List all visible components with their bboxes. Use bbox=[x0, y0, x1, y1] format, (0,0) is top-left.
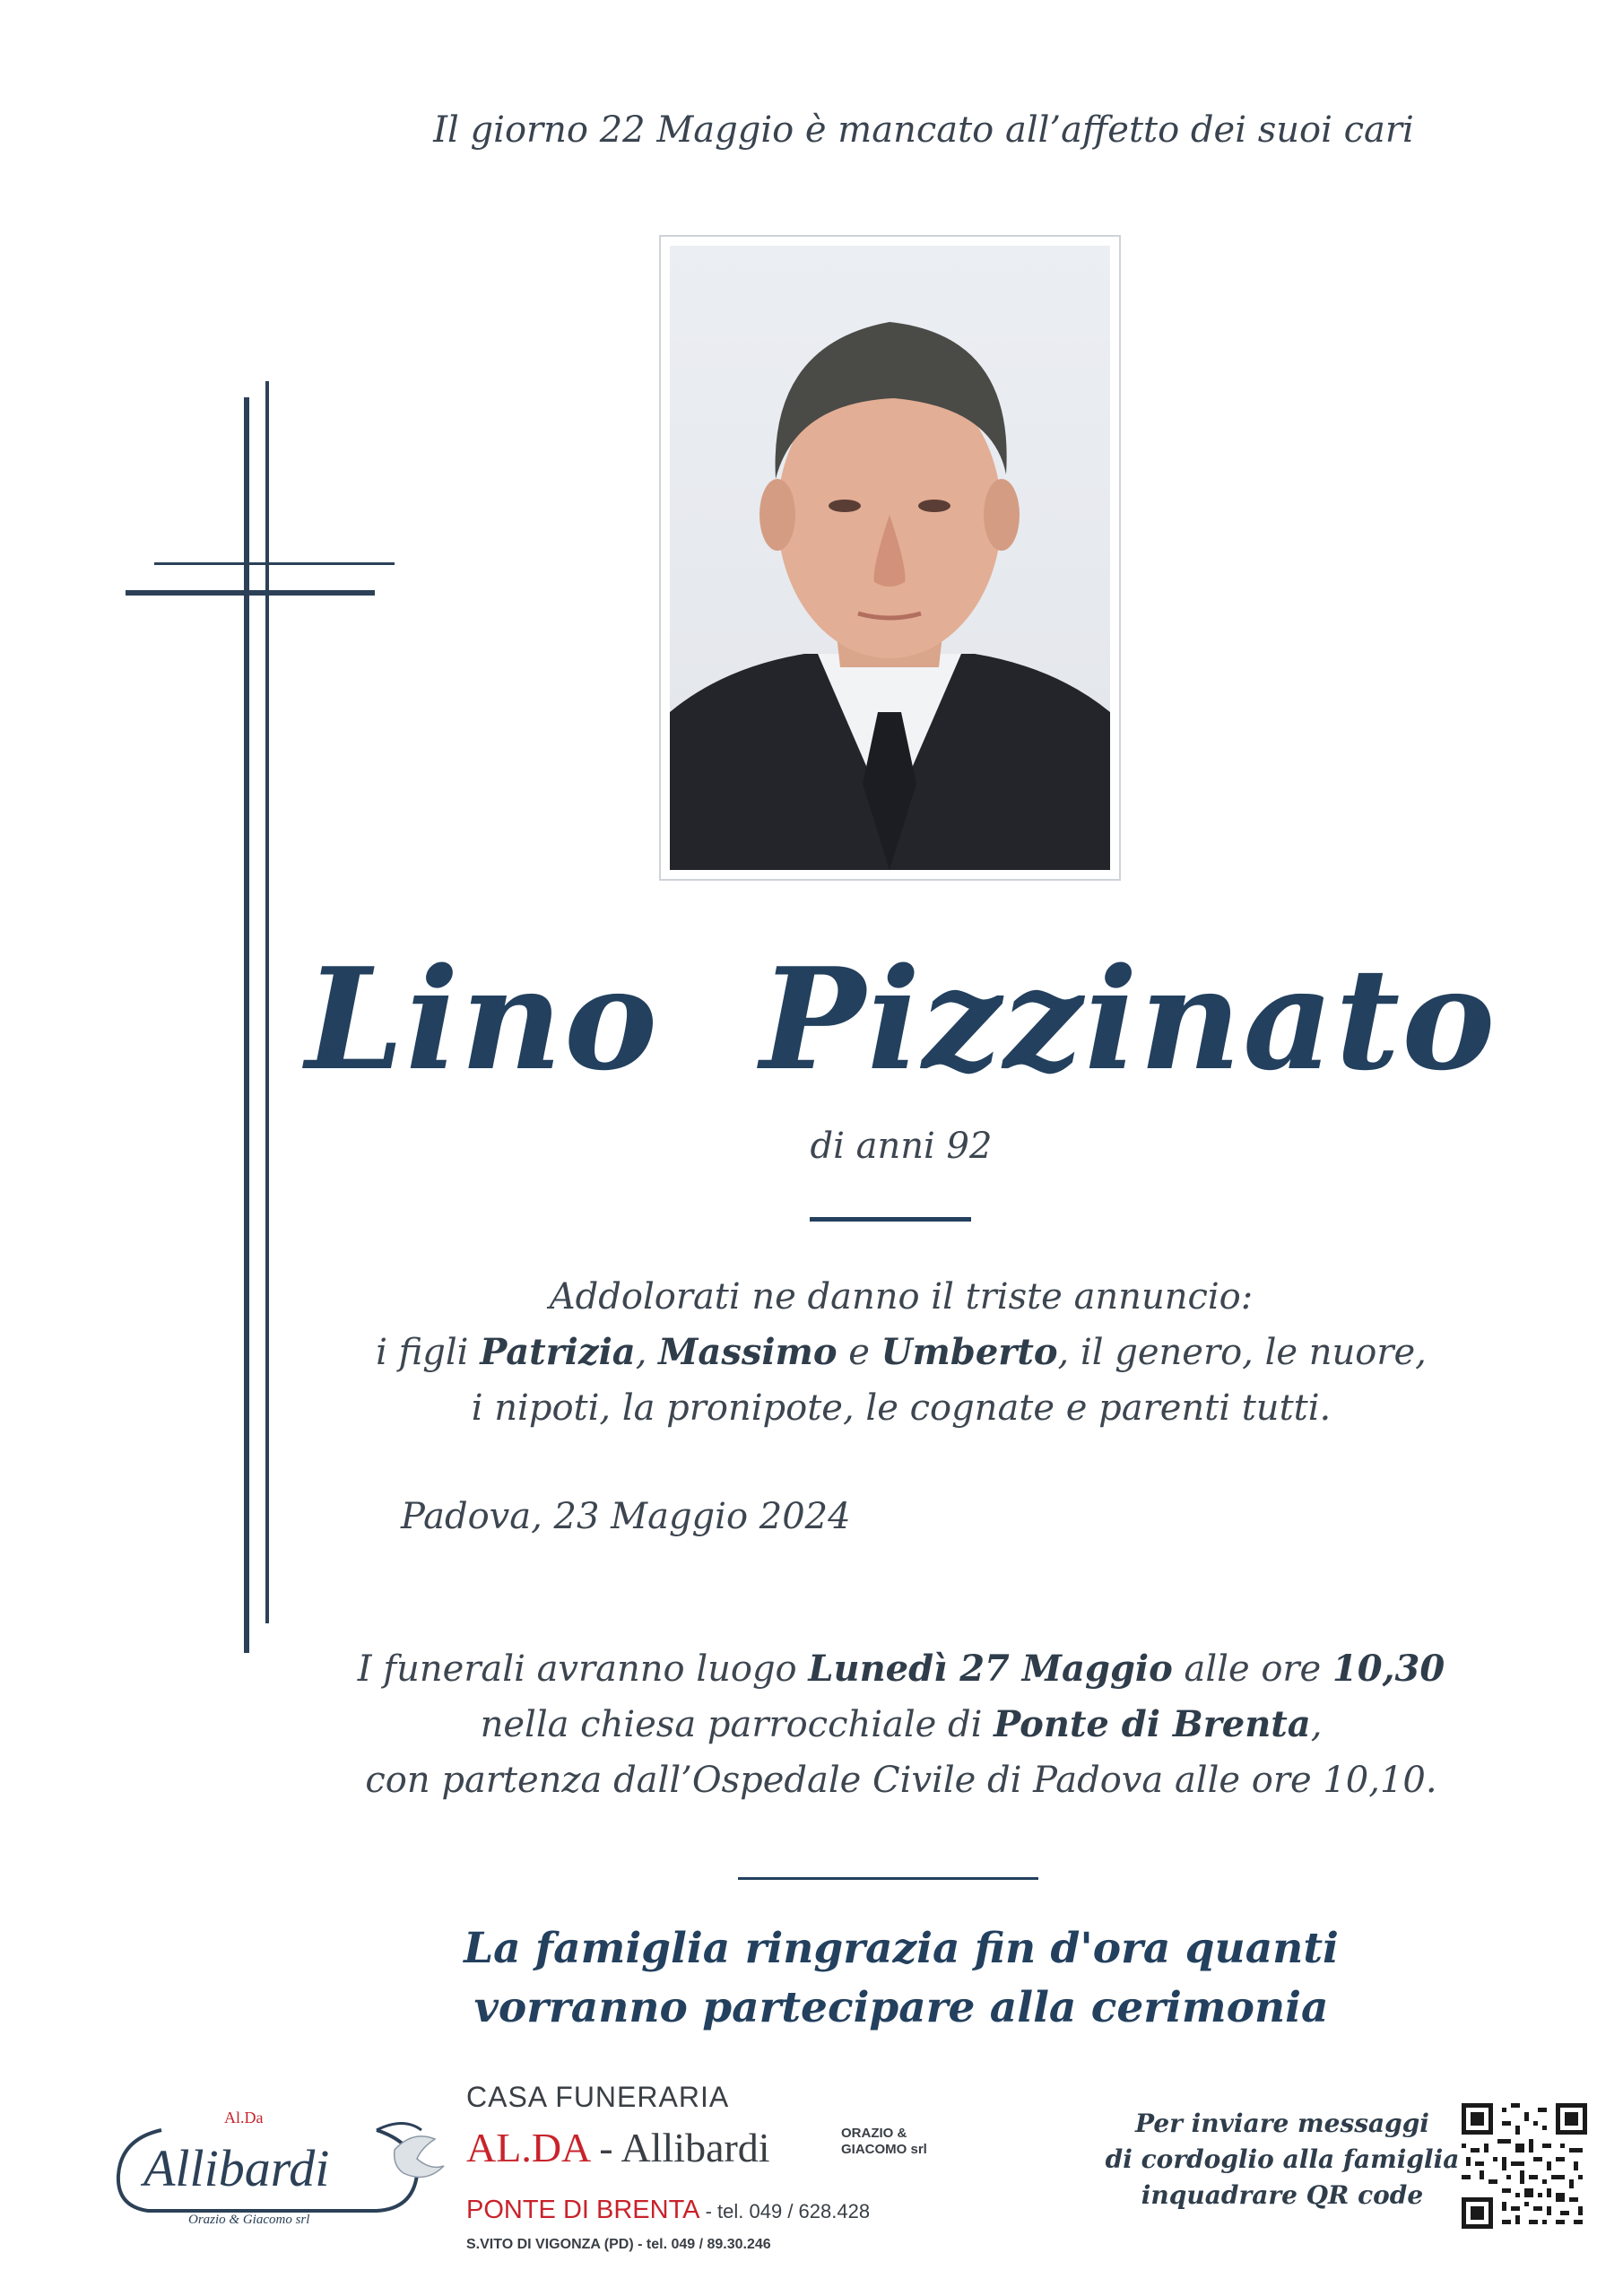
deceased-name: Lino Pizzinato bbox=[305, 937, 1497, 1101]
brand-dash: - bbox=[588, 2125, 621, 2170]
child-name: Patrizia bbox=[480, 1331, 636, 1373]
subtitle-line: GIACOMO srl bbox=[841, 2142, 927, 2157]
qr-line: inquadrare QR code bbox=[1141, 2180, 1424, 2210]
text-span: i figli bbox=[376, 1332, 481, 1373]
announcement bbox=[269, 1269, 1533, 1436]
thanks-line: vorranno partecipare alla cerimonia bbox=[473, 1983, 1329, 2032]
funeral-line bbox=[269, 1697, 1533, 1752]
funeral-home-caption: CASA FUNERARIA bbox=[466, 2081, 730, 2113]
portrait-photo bbox=[670, 246, 1110, 870]
logo-name: Allibardi bbox=[143, 2139, 330, 2197]
text-span: e bbox=[837, 1332, 881, 1373]
location-name: PONTE DI BRENTA bbox=[466, 2196, 700, 2224]
child-name: Umberto bbox=[881, 1331, 1058, 1373]
location-phone: - tel. 049 / 628.428 bbox=[699, 2200, 871, 2222]
logo-graphic bbox=[108, 2103, 448, 2229]
divider bbox=[810, 1217, 971, 1222]
brand-dark: Allibardi bbox=[621, 2125, 770, 2170]
text-span: I funerali avranno luogo bbox=[357, 1648, 809, 1690]
thanks-line: La famiglia ringrazia fin d'ora quanti bbox=[464, 1924, 1339, 1973]
place-date: Padova, 23 Maggio 2024 bbox=[401, 1496, 851, 1537]
funeral-church: Ponte di Brenta bbox=[994, 1703, 1311, 1745]
text-span: , bbox=[635, 1332, 659, 1373]
funeral-line: con partenza dall’Ospedale Civile di Padova alle ore 10,10. bbox=[365, 1760, 1437, 1801]
branch-info: S.VITO DI VIGONZA (PD) - tel. 049 / 89.30.246 bbox=[466, 2237, 771, 2252]
deceased-age: di anni 92 bbox=[810, 1126, 993, 1167]
brand-red: AL.DA bbox=[466, 2125, 589, 2170]
thanks-message bbox=[269, 1919, 1533, 2038]
divider bbox=[738, 1877, 1038, 1880]
funeral-home-info bbox=[466, 2081, 1049, 2278]
photo-frame bbox=[659, 235, 1121, 881]
text-span: alle ore bbox=[1172, 1648, 1332, 1690]
announcement-line bbox=[269, 1325, 1533, 1380]
funeral-time: 10,30 bbox=[1332, 1648, 1445, 1690]
portrait-illustration bbox=[670, 246, 1110, 870]
funeral-day: Lunedì 27 Maggio bbox=[808, 1648, 1173, 1690]
funeral-info bbox=[269, 1641, 1533, 1808]
qr-code-graphic bbox=[1462, 2103, 1587, 2229]
text-span: nella chiesa parrocchiale di bbox=[480, 1704, 994, 1745]
announcement-line: i nipoti, la pronipote, le cognate e parenti tutti. bbox=[471, 1387, 1332, 1429]
intro-line: Il giorno 22 Maggio è mancato all’affetto dei suoi cari bbox=[433, 109, 1414, 151]
logo-bottom-text: Orazio & Giacomo srl bbox=[188, 2213, 310, 2227]
logo-top-text: Al.Da bbox=[224, 2109, 264, 2126]
text-span: , il genero, le nuore, bbox=[1057, 1332, 1427, 1373]
funeral-home-brand bbox=[466, 2124, 770, 2171]
child-name: Massimo bbox=[658, 1331, 838, 1373]
text-span: , bbox=[1310, 1704, 1323, 1745]
qr-code[interactable] bbox=[1462, 2103, 1587, 2229]
announcement-line: Addolorati ne danno il triste annuncio: bbox=[549, 1276, 1254, 1318]
brand-subtitle bbox=[841, 2126, 927, 2158]
subtitle-line: ORAZIO & bbox=[841, 2126, 907, 2141]
qr-line: Per inviare messaggi bbox=[1135, 2109, 1429, 2138]
funeral-line bbox=[269, 1641, 1533, 1697]
qr-instructions bbox=[1094, 2106, 1471, 2213]
allibardi-logo bbox=[108, 2103, 448, 2229]
funeral-home-location bbox=[466, 2196, 870, 2225]
qr-line: di cordoglio alla famiglia bbox=[1105, 2144, 1460, 2174]
